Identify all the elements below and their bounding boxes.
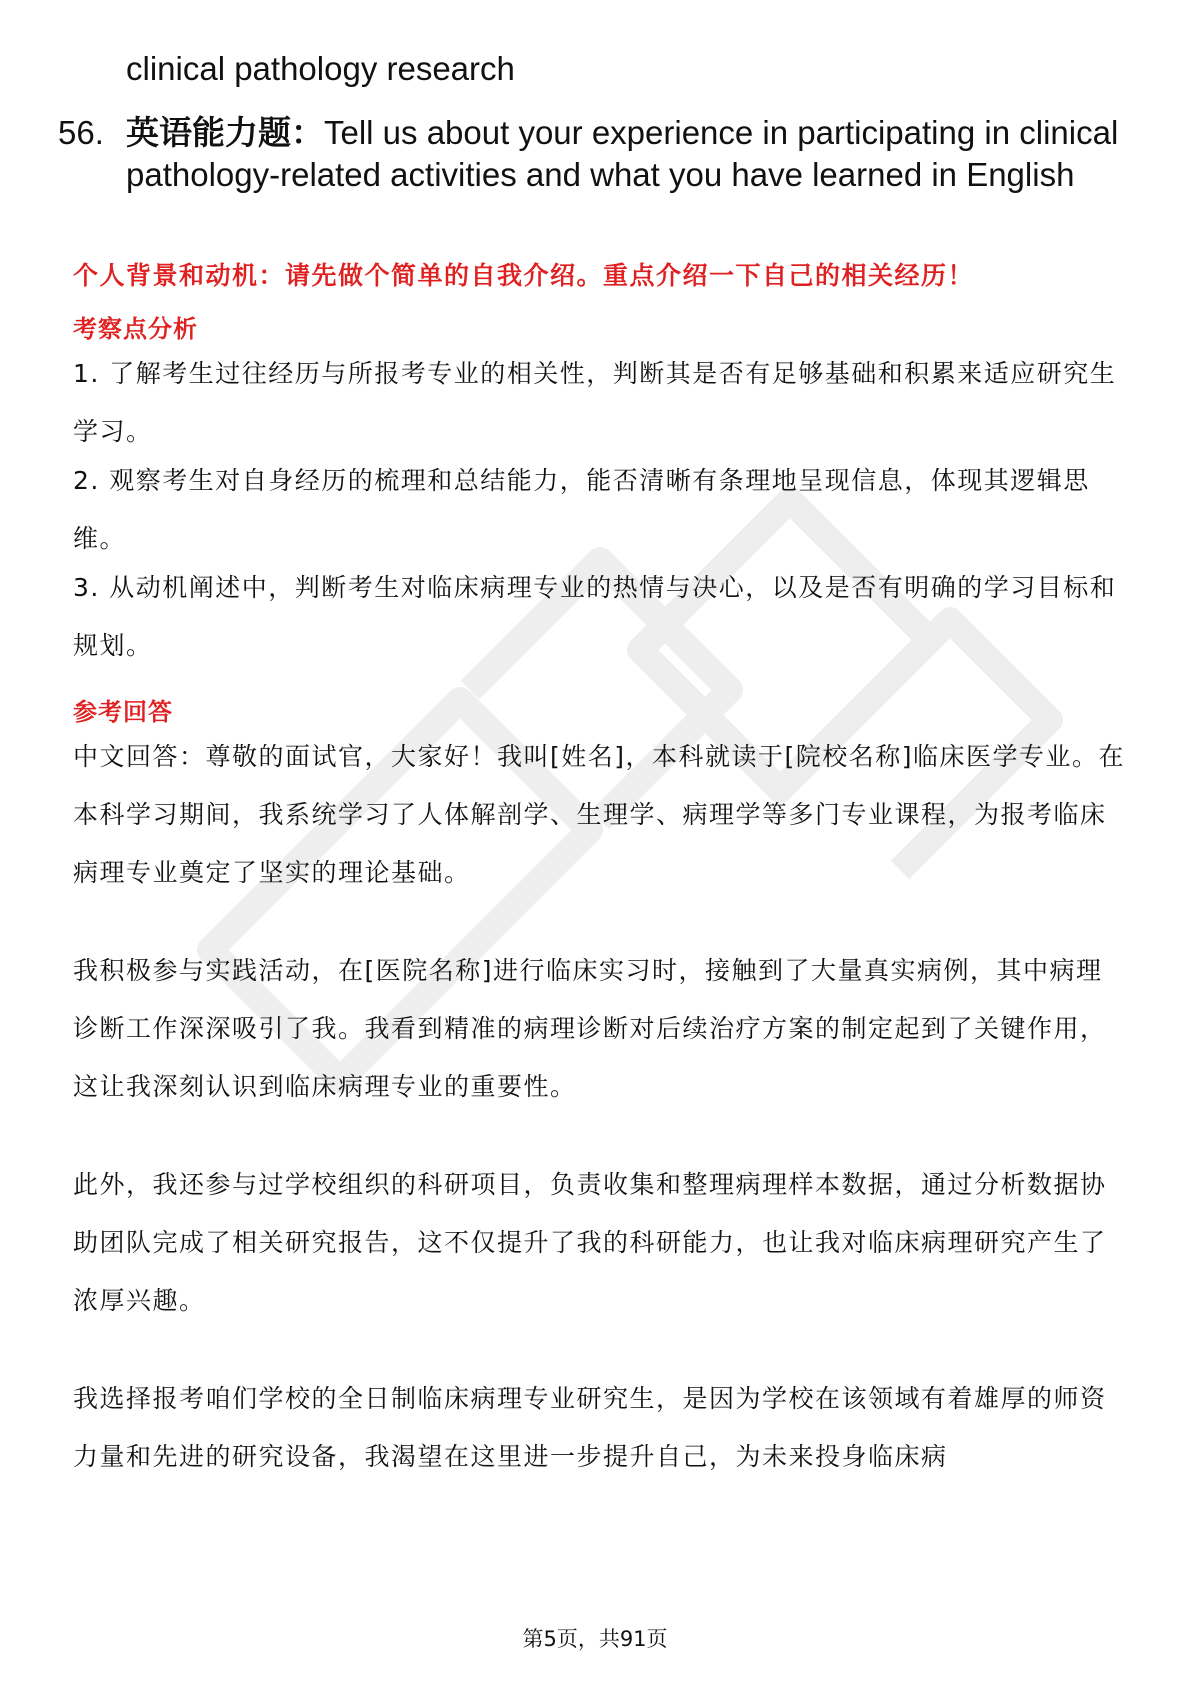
previous-question-tail: clinical pathology research [126,50,515,87]
analysis-heading: 考察点分析 [73,315,198,343]
answer-paragraph: 中文回答：尊敬的面试官，大家好！我叫[姓名]，本科就读于[院校名称]临床医学专业。在本科学习期间，我系统学习了人体解剖学、生理学、病理学等多门专业课程，为报考临床病理专业奠定了坚实的理论基础。 [73,742,1126,887]
answer-paragraph: 我积极参与实践活动，在[医院名称]进行临床实习时，接触到了大量真实病例，其中病理诊断工作深深吸引了我。我看到精准的病理诊断对后续治疗方案的制定起到了关键作用，这让我深刻认识到临床病理专业的重要性。 [73,956,1107,1101]
question-tag: 英语能力题： [126,113,324,152]
answer-heading: 参考回答 [73,698,173,726]
analysis-point: 2. 观察考生对自身经历的梳理和总结能力，能否清晰有条理地呈现信息，体现其逻辑思维。 [73,466,1090,553]
page-footer: 第5页，共91页 [522,1627,668,1651]
question-56 [58,112,1128,196]
question-body [126,112,1128,196]
analysis-point: 3. 从动机阐述中，判断考生对临床病理专业的热情与决心，以及是否有明确的学习目标和规划。 [73,573,1117,660]
answer-paragraph: 我选择报考咱们学校的全日制临床病理专业研究生，是因为学校在该领域有着雄厚的师资力量和先进的研究设备，我渴望在这里进一步提升自己，为未来投身临床病 [73,1384,1107,1471]
answer-paragraph: 此外，我还参与过学校组织的科研项目，负责收集和整理病理样本数据，通过分析数据协助团队完成了相关研究报告，这不仅提升了我的科研能力，也让我对临床病理研究产生了浓厚兴趣。 [73,1170,1107,1315]
analysis-point: 1. 了解考生过往经历与所报考专业的相关性，判断其是否有足够基础和积累来适应研究生学习。 [73,359,1117,446]
question-number: 56. [58,114,104,151]
section-title: 个人背景和动机：请先做个简单的自我介绍。重点介绍一下自己的相关经历！ [73,261,975,290]
question-text: Tell us about your experience in participating in clinical pathology-related activities and what you have learned in English [126,114,1119,193]
